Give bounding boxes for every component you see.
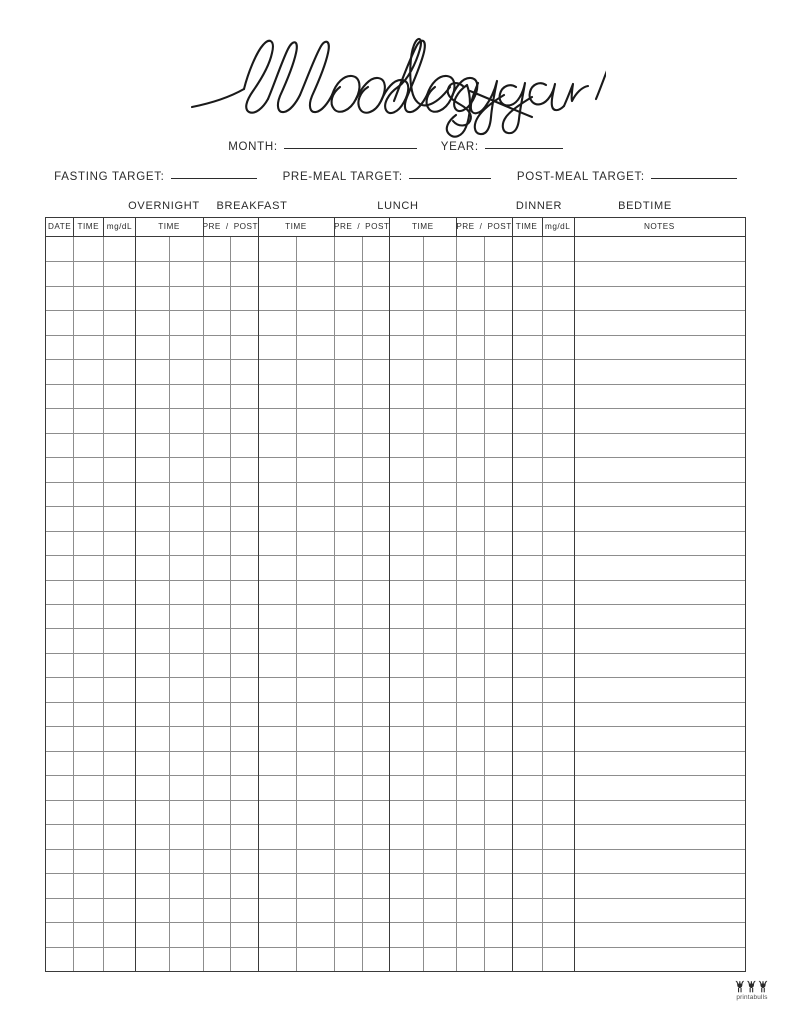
post-meal-target-input-rule[interactable] — [651, 178, 737, 179]
table-subcolumn-divider — [230, 237, 231, 971]
column-header-pre-post — [203, 218, 258, 236]
table-column-divider — [456, 237, 457, 971]
column-header-time: TIME — [411, 222, 434, 231]
slash-separator: / — [225, 222, 229, 231]
brand-logo — [726, 980, 778, 1001]
post-label: POST — [487, 222, 512, 231]
slash-separator: / — [357, 222, 361, 231]
brand-name: printabulls — [736, 994, 768, 1001]
table-row-divider — [46, 580, 745, 581]
header-column-divider — [389, 218, 390, 237]
year-label: YEAR: — [440, 141, 479, 153]
table-row-divider — [46, 384, 745, 385]
table-row-divider — [46, 457, 745, 458]
column-header-time: TIME — [158, 222, 180, 231]
fasting-target-input-rule[interactable] — [171, 178, 257, 179]
table-subcolumn-divider — [423, 237, 424, 971]
table-row-divider — [46, 286, 745, 287]
table-column-divider — [203, 237, 204, 971]
column-header-mg-dl: mg/dL — [545, 222, 571, 231]
column-header-time: TIME — [285, 222, 307, 231]
table-row-divider — [46, 775, 745, 776]
table-row-divider — [46, 653, 745, 654]
column-header-time: TIME — [77, 222, 100, 231]
section-caption-dinner: DINNER — [515, 200, 563, 212]
table-row-divider — [46, 531, 745, 532]
column-header-pre-post — [456, 218, 511, 236]
column-header-pre-post — [334, 218, 389, 236]
section-caption-lunch: LUNCH — [377, 200, 419, 212]
pre-label: PRE — [333, 222, 353, 231]
table-column-divider — [135, 237, 136, 971]
table-row-divider — [46, 702, 745, 703]
table-row-divider — [46, 506, 745, 507]
table-column-divider — [542, 237, 543, 971]
pre-meal-target-input-rule[interactable] — [409, 178, 491, 179]
table-row-divider — [46, 677, 745, 678]
table-row-divider — [46, 433, 745, 434]
table-subcolumn-divider — [362, 237, 363, 971]
table-row-divider — [46, 824, 745, 825]
year-input-rule[interactable] — [485, 148, 563, 149]
table-column-divider — [512, 237, 513, 971]
month-label: MONTH: — [228, 141, 278, 153]
table-header-row — [46, 218, 745, 237]
blood-sugar-log-table — [45, 217, 746, 972]
table-row-divider — [46, 555, 745, 556]
table-row-divider — [46, 849, 745, 850]
table-column-divider — [334, 237, 335, 971]
table-column-divider — [73, 237, 74, 971]
year-field[interactable] — [441, 141, 563, 153]
pre-label: PRE — [202, 222, 221, 231]
header-column-divider — [135, 218, 136, 237]
form-row-month-year — [0, 141, 791, 153]
table-row-divider — [46, 359, 745, 360]
form-row-targets — [0, 171, 791, 183]
header-column-divider — [334, 218, 335, 237]
table-row-divider — [46, 800, 745, 801]
table-column-divider — [103, 237, 104, 971]
table-column-divider — [258, 237, 259, 971]
header-column-divider — [258, 218, 259, 237]
post-label: POST — [365, 222, 390, 231]
table-row-divider — [46, 482, 745, 483]
table-row-divider — [46, 922, 745, 923]
header-column-divider — [574, 218, 575, 237]
pre-meal-target-label: PRE-MEAL TARGET: — [282, 171, 403, 183]
pre-label: PRE — [456, 222, 475, 231]
column-header-date: DATE — [48, 222, 72, 231]
table-row-divider — [46, 310, 745, 311]
section-caption-bedtime: BEDTIME — [618, 200, 672, 212]
table-subcolumn-divider — [296, 237, 297, 971]
table-column-divider — [389, 237, 390, 971]
table-subcolumn-divider — [484, 237, 485, 971]
table-row-divider — [46, 898, 745, 899]
header-column-divider — [73, 218, 74, 237]
table-row-divider — [46, 751, 745, 752]
table-row-divider — [46, 335, 745, 336]
post-meal-target-field[interactable] — [517, 171, 737, 183]
three-bull-heads-icon — [735, 980, 769, 993]
pre-meal-target-field[interactable] — [283, 171, 491, 183]
table-subcolumn-divider — [169, 237, 170, 971]
column-header-time: TIME — [515, 222, 538, 231]
column-header-mg-dl: mg/dL — [106, 222, 133, 231]
section-caption-breakfast: BREAKFAST — [216, 200, 288, 212]
header-column-divider — [542, 218, 543, 237]
table-body[interactable] — [46, 237, 745, 971]
table-row-divider — [46, 604, 745, 605]
post-meal-target-label: POST-MEAL TARGET: — [516, 171, 645, 183]
table-row-divider — [46, 261, 745, 262]
table-row-divider — [46, 873, 745, 874]
section-caption-overnight: OVERNIGHT — [128, 200, 200, 212]
header-column-divider — [512, 218, 513, 237]
month-input-rule[interactable] — [284, 148, 417, 149]
title-script-tail — [0, 28, 791, 140]
table-row-divider — [46, 726, 745, 727]
table-row-divider — [46, 408, 745, 409]
column-header-notes: NOTES — [644, 222, 675, 231]
table-section-captions — [45, 200, 746, 215]
post-label: POST — [233, 222, 258, 231]
header-column-divider — [456, 218, 457, 237]
table-row-divider — [46, 947, 745, 948]
month-field[interactable] — [228, 141, 417, 153]
header-column-divider — [103, 218, 104, 237]
fasting-target-label: FASTING TARGET: — [54, 171, 165, 183]
fasting-target-field[interactable] — [54, 171, 256, 183]
slash-separator: / — [479, 222, 483, 231]
table-column-divider — [574, 237, 575, 971]
table-row-divider — [46, 628, 745, 629]
header-column-divider — [203, 218, 204, 237]
